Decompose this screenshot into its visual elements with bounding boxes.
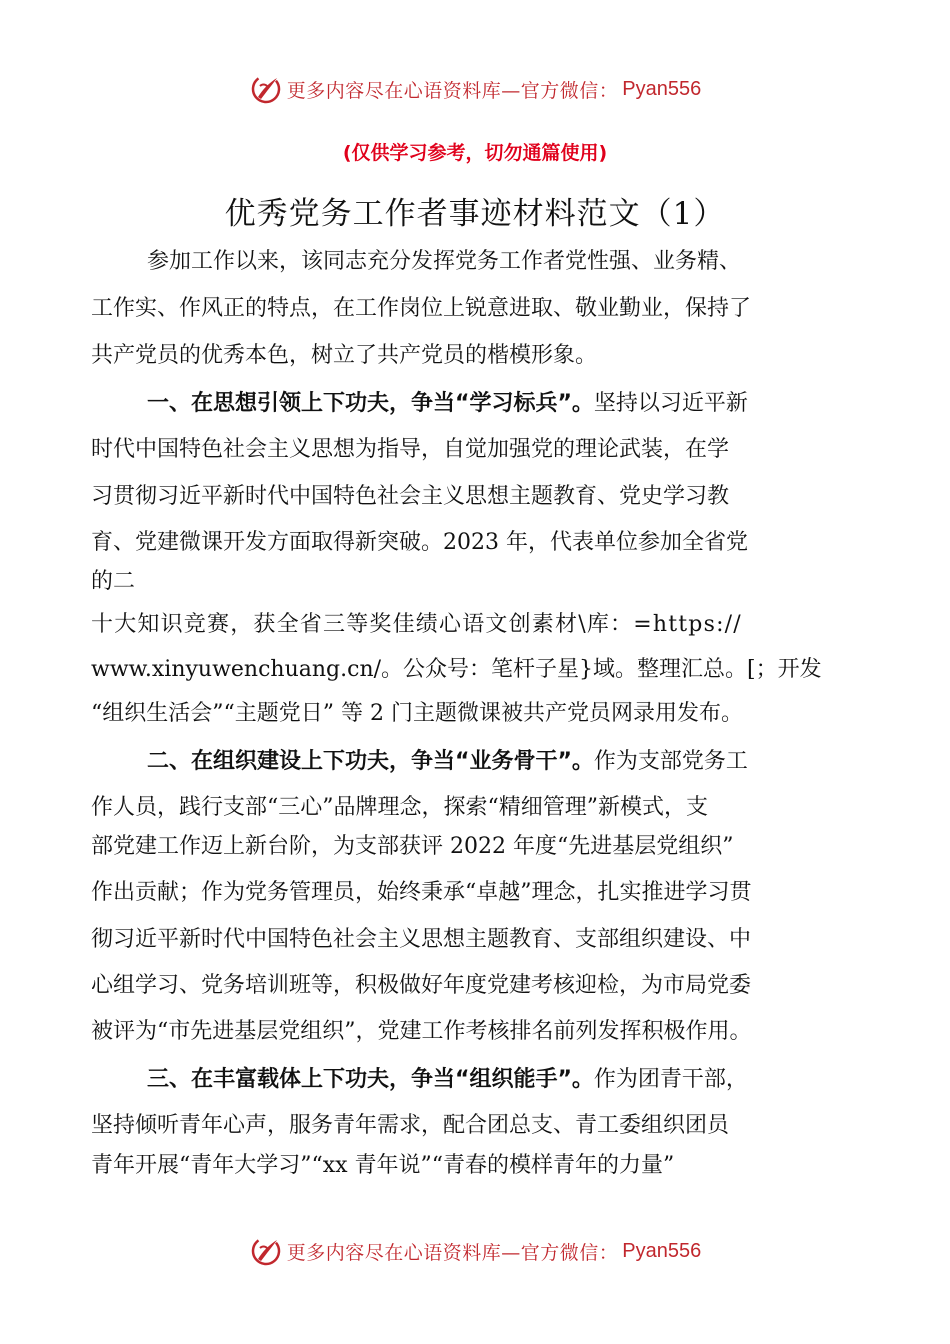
brush-circle-logo-icon bbox=[249, 72, 283, 106]
paragraph-line: www.xinyuwenchuang.cn/。公众号：笔杆子星}域。整理汇总。[；开发 bbox=[91, 657, 822, 682]
paragraph-line: 作人员，践行支部“三心”品牌理念，探索“精细管理”新模式，支 bbox=[91, 795, 708, 820]
header-watermark-banner bbox=[0, 72, 950, 111]
paragraph-line: 被评为“市先进基层党组织”，党建工作考核排名前列发挥积极作用。 bbox=[91, 1019, 752, 1044]
paragraph-line: 作出贡献；作为党务管理员，始终秉承“卓越”理念，扎实推进学习贯 bbox=[91, 880, 752, 905]
brush-circle-logo-icon bbox=[249, 1234, 283, 1268]
paragraph-line: 的二 bbox=[91, 569, 136, 594]
section-2-first-line bbox=[147, 746, 748, 778]
paragraph-line: “组织生活会”“主题党日” 等 2 门主题微课被共产党员网录用发布。 bbox=[91, 701, 743, 726]
document-title: 优秀党务工作者事迹材料范文（1） bbox=[224, 196, 726, 232]
section-2-heading: 二、在组织建设上下功夫，争当“业务骨干”。 bbox=[147, 749, 594, 774]
paragraph-line: 彻习近平新时代中国特色社会主义思想主题教育、支部组织建设、中 bbox=[91, 927, 752, 952]
paragraph-line: 部党建工作迈上新台阶，为支部获评 2022 年度“先进基层党组织” bbox=[91, 834, 734, 859]
section-2-text: 作为支部党务工 bbox=[593, 749, 748, 774]
banner-wechat-id: Pyan556 bbox=[622, 77, 702, 100]
paragraph-line: 习贯彻习近平新时代中国特色社会主义思想主题教育、党史学习教 bbox=[91, 484, 730, 509]
section-1-text: 坚持以习近平新 bbox=[593, 391, 748, 416]
footer-watermark-banner bbox=[0, 1234, 950, 1273]
section-3-heading: 三、在丰富载体上下功夫，争当“组织能手”。 bbox=[147, 1067, 594, 1092]
paragraph-line: 坚持倾听青年心声，服务青年需求，配合团总支、青工委组织团员 bbox=[91, 1113, 730, 1138]
usage-notice: (仅供学习参考，切勿通篇使用) bbox=[342, 142, 608, 164]
paragraph-line: 青年开展“青年大学习”“xx 青年说”“青春的模样青年的力量” bbox=[91, 1153, 675, 1178]
section-1-heading: 一、在思想引领上下功夫，争当“学习标兵”。 bbox=[147, 391, 594, 416]
section-3-first-line bbox=[147, 1064, 748, 1096]
banner-wechat-id: Pyan556 bbox=[622, 1239, 702, 1262]
paragraph-line: 心组学习、党务培训班等，积极做好年度党建考核迎检，为市局党委 bbox=[91, 973, 752, 998]
paragraph-line: 工作实、作风正的特点，在工作岗位上锐意进取、敬业勤业，保持了 bbox=[91, 296, 752, 321]
paragraph-line: 共产党员的优秀本色，树立了共产党员的楷模形象。 bbox=[91, 343, 598, 368]
banner-text: 更多内容尽在心语资料库—官方微信： bbox=[286, 79, 619, 102]
paragraph-line: 时代中国特色社会主义思想为指导，自觉加强党的理论武装，在学 bbox=[91, 437, 730, 462]
paragraph-line: 十大知识竞赛，获全省三等奖佳绩心语文创素材\库：=https:// bbox=[91, 612, 742, 637]
paragraph-line: 育、党建微课开发方面取得新突破。2023 年，代表单位参加全省党 bbox=[91, 530, 748, 555]
section-1-first-line bbox=[147, 388, 748, 420]
banner-text: 更多内容尽在心语资料库—官方微信： bbox=[286, 1241, 619, 1264]
section-3-text: 作为团青干部， bbox=[593, 1067, 748, 1092]
paragraph-line: 参加工作以来，该同志充分发挥党务工作者党性强、业务精、 bbox=[147, 249, 742, 274]
